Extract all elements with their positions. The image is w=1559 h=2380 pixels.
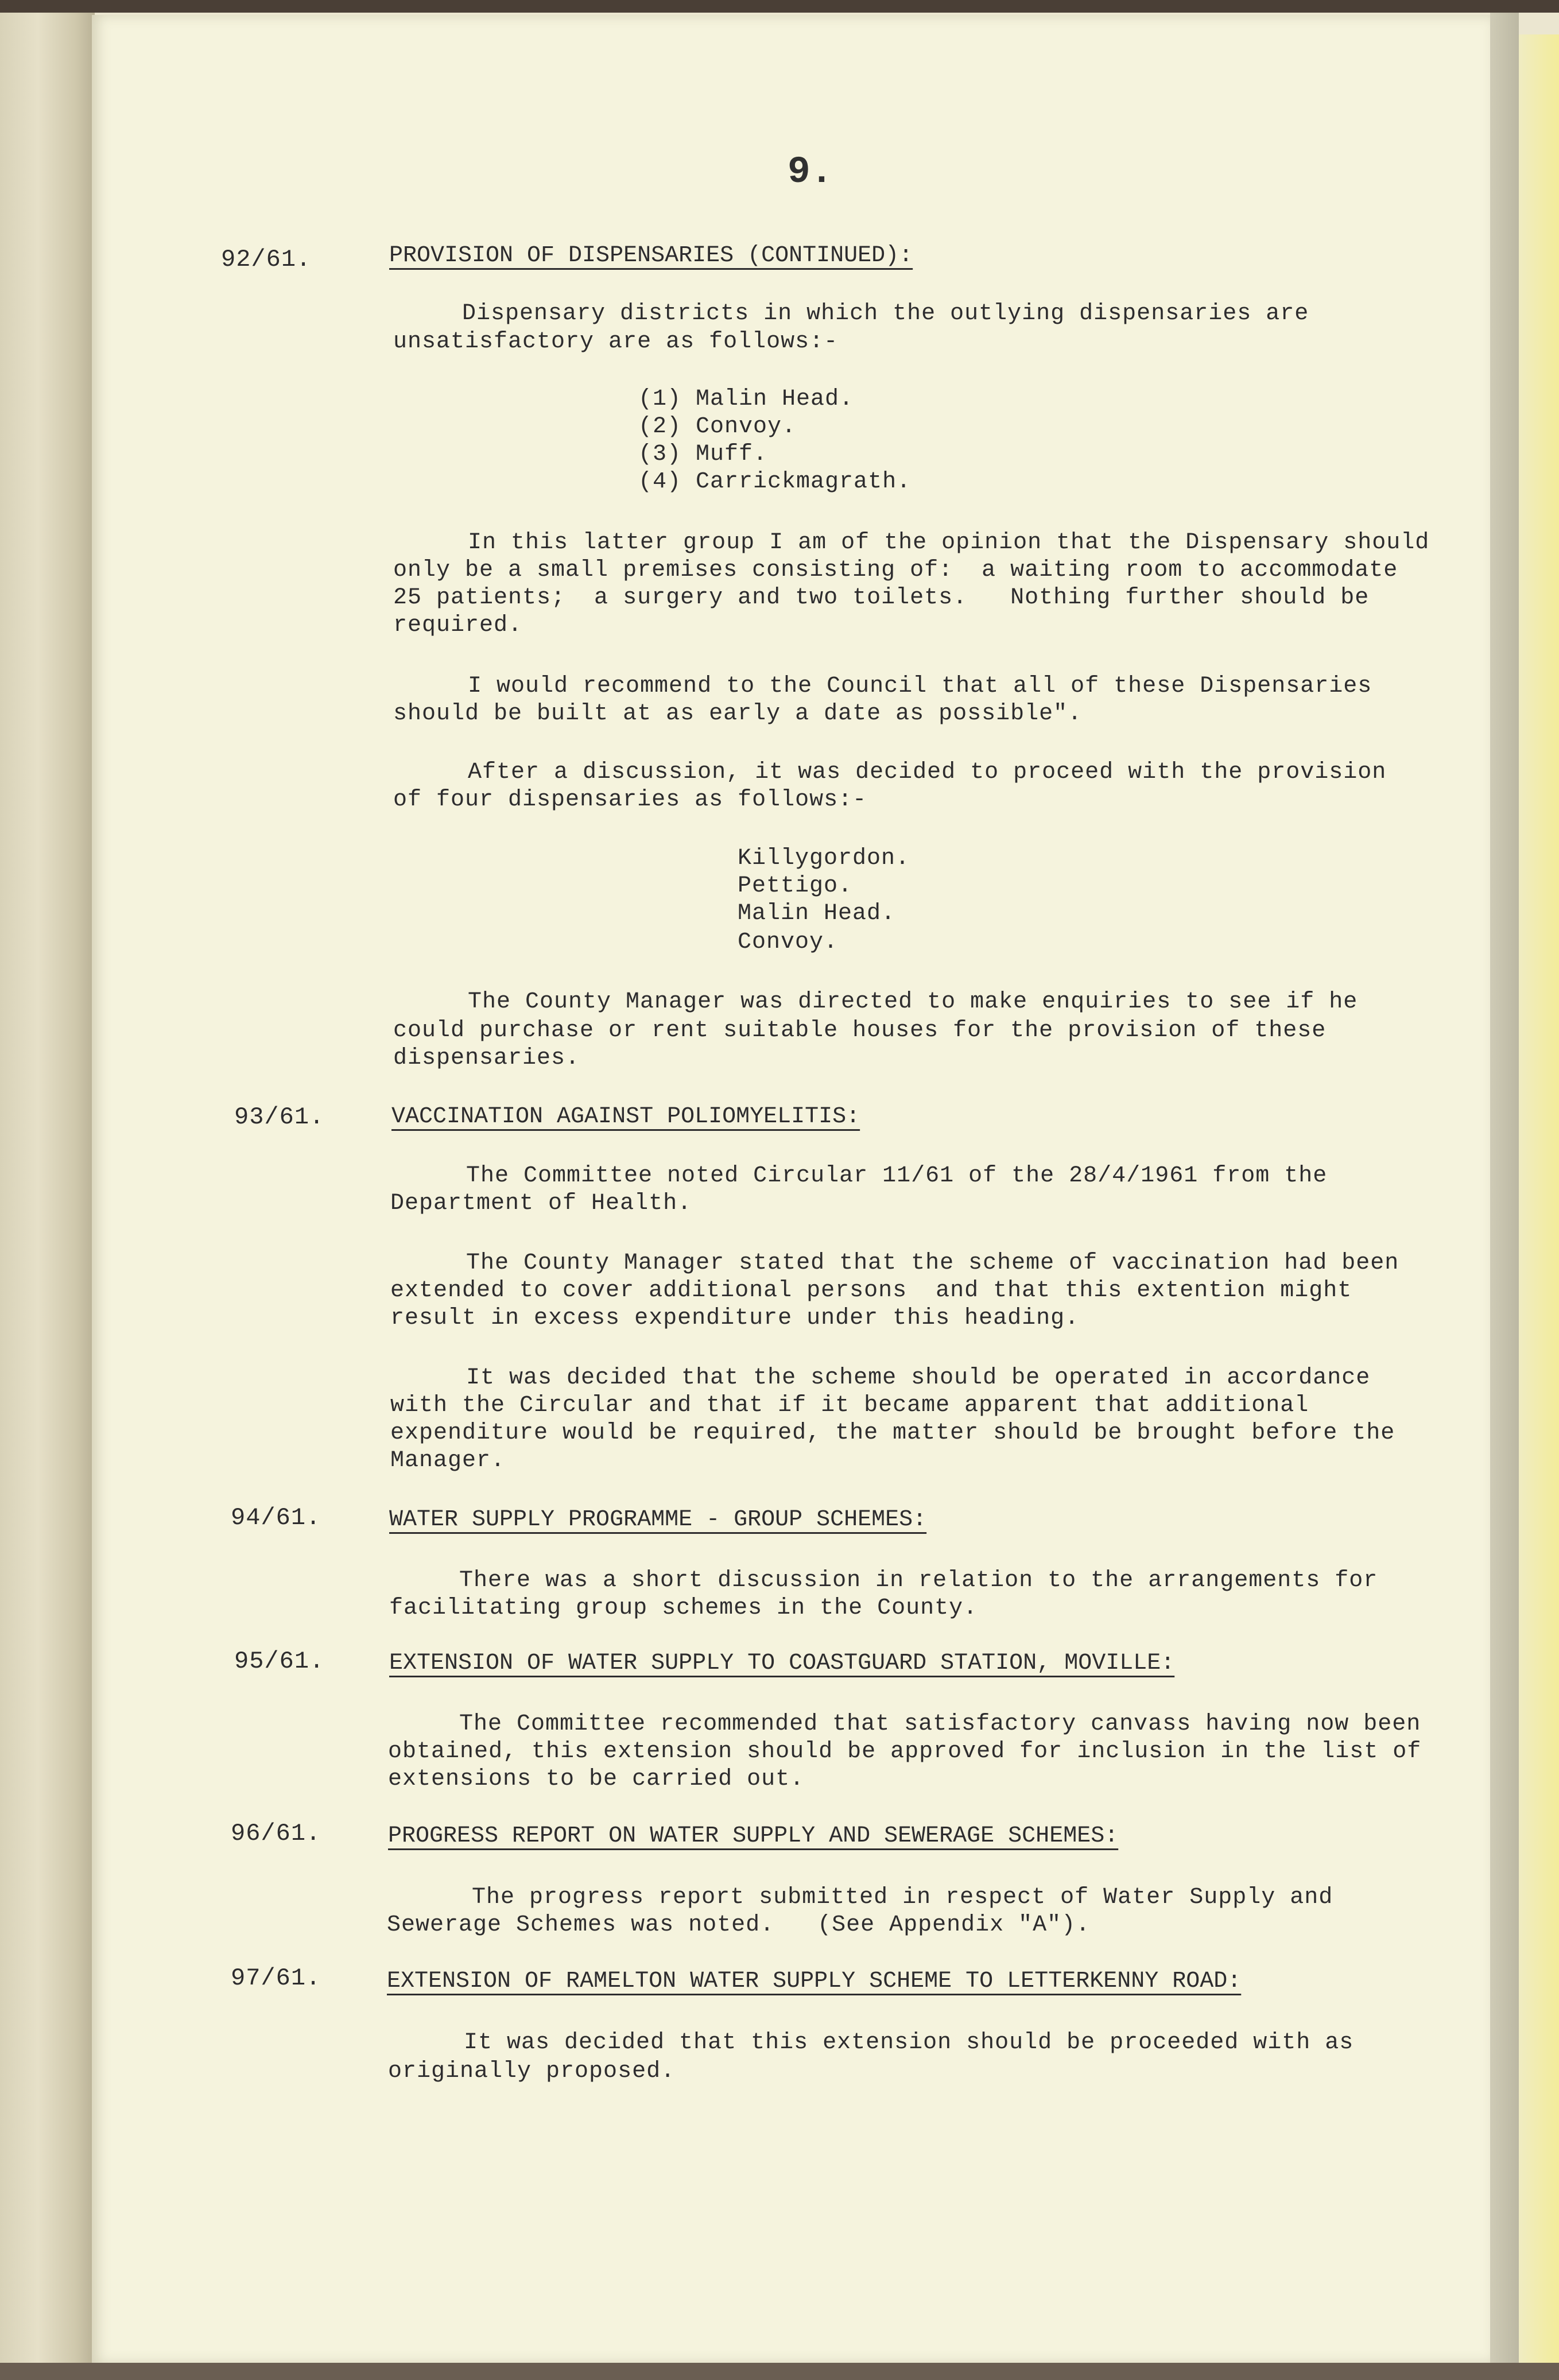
- minute-heading: VACCINATION AGAINST POLIOMYELITIS:: [391, 1104, 860, 1130]
- minute-number: 95/61.: [234, 1648, 325, 1675]
- list-item: (2) Convoy.: [638, 414, 797, 440]
- paragraph-line: expenditure would be required, the matter should be brought before the: [390, 1420, 1395, 1446]
- page-number: 9.: [788, 150, 833, 193]
- paragraph-line: After a discussion, it was decided to proceed with the provision: [468, 759, 1387, 785]
- paragraph-line: obtained, this extension should be approved for inclusion in the list of: [388, 1739, 1422, 1765]
- paragraph-line: extended to cover additional persons and that this extention might: [390, 1278, 1352, 1304]
- paragraph-line: could purchase or rent suitable houses for the provision of these: [393, 1018, 1327, 1044]
- paragraph-line: result in excess expenditure under this heading.: [390, 1305, 1080, 1331]
- minute-heading: PROVISION OF DISPENSARIES (CONTINUED):: [389, 243, 913, 269]
- minute-heading: WATER SUPPLY PROGRAMME - GROUP SCHEMES:: [389, 1507, 927, 1533]
- paragraph-line: facilitating group schemes in the County.: [389, 1595, 978, 1621]
- scan-bottom-border: [0, 2363, 1559, 2380]
- list-item: (3) Muff.: [638, 441, 768, 467]
- list-item: (4) Carrickmagrath.: [638, 469, 912, 495]
- minute-heading: EXTENSION OF WATER SUPPLY TO COASTGUARD STATION, MOVILLE:: [389, 1650, 1175, 1676]
- paragraph-line: The Committee recommended that satisfactory canvass having now been: [459, 1711, 1421, 1737]
- minute-heading: PROGRESS REPORT ON WATER SUPPLY AND SEWERAGE SCHEMES:: [388, 1823, 1119, 1849]
- paragraph-line: The progress report submitted in respect of Water Supply and: [472, 1885, 1333, 1910]
- scan-top-border: [0, 0, 1559, 13]
- paragraph-line: I would recommend to the Council that all of these Dispensaries: [468, 673, 1372, 699]
- paragraph-line: of four dispensaries as follows:-: [393, 787, 867, 813]
- list-item: Killygordon.: [738, 846, 910, 871]
- page-edge-yellow: [1519, 34, 1559, 2365]
- paragraph-line: In this latter group I am of the opinion that the Dispensary should: [468, 530, 1430, 556]
- paragraph-line: Department of Health.: [390, 1191, 692, 1216]
- paragraph-line: It was decided that the scheme should be operated in accordance: [466, 1365, 1371, 1391]
- paragraph-line: unsatisfactory are as follows:-: [393, 329, 839, 355]
- paragraph-line: Dispensary districts in which the outlying dispensaries are: [462, 301, 1309, 327]
- paragraph-line: extensions to be carried out.: [388, 1766, 805, 1792]
- paragraph-line: required.: [393, 613, 523, 638]
- paragraph-line: The County Manager stated that the scheme of vaccination had been: [466, 1250, 1399, 1276]
- list-item: Pettigo.: [738, 873, 853, 899]
- paragraph-line: The Committee noted Circular 11/61 of the 28/4/1961 from the: [466, 1163, 1328, 1189]
- page-edge-gray: [1490, 11, 1519, 2371]
- book-binding: [0, 0, 95, 2380]
- paragraph-line: should be built at as early a date as possible".: [393, 701, 1083, 727]
- list-item: Convoy.: [738, 929, 839, 955]
- paragraph-line: It was decided that this extension should be proceeded with as: [464, 2030, 1354, 2056]
- minute-heading: EXTENSION OF RAMELTON WATER SUPPLY SCHEME TO LETTERKENNY ROAD:: [387, 1968, 1242, 1994]
- paragraph-line: Manager.: [390, 1448, 506, 1474]
- minute-number: 94/61.: [231, 1504, 321, 1532]
- paragraph-line: Sewerage Schemes was noted. (See Appendix "A").: [387, 1912, 1091, 1938]
- minute-number: 96/61.: [231, 1820, 321, 1847]
- paragraph-line: only be a small premises consisting of: a waiting room to accommodate: [393, 557, 1398, 583]
- list-item: Malin Head.: [738, 901, 896, 927]
- minute-number: 97/61.: [231, 1964, 321, 1992]
- minute-number: 92/61.: [221, 246, 312, 273]
- paragraph-line: 25 patients; a surgery and two toilets. Nothing further should be: [393, 585, 1370, 611]
- paragraph-line: with the Circular and that if it became apparent that additional: [390, 1393, 1309, 1418]
- list-item: (1) Malin Head.: [638, 386, 854, 412]
- paragraph-line: There was a short discussion in relation to the arrangements for: [459, 1568, 1378, 1594]
- minute-number: 93/61.: [234, 1103, 325, 1131]
- paragraph-line: The County Manager was directed to make enquiries to see if he: [468, 989, 1358, 1015]
- paragraph-line: dispensaries.: [393, 1045, 580, 1071]
- paragraph-line: originally proposed.: [388, 2059, 676, 2084]
